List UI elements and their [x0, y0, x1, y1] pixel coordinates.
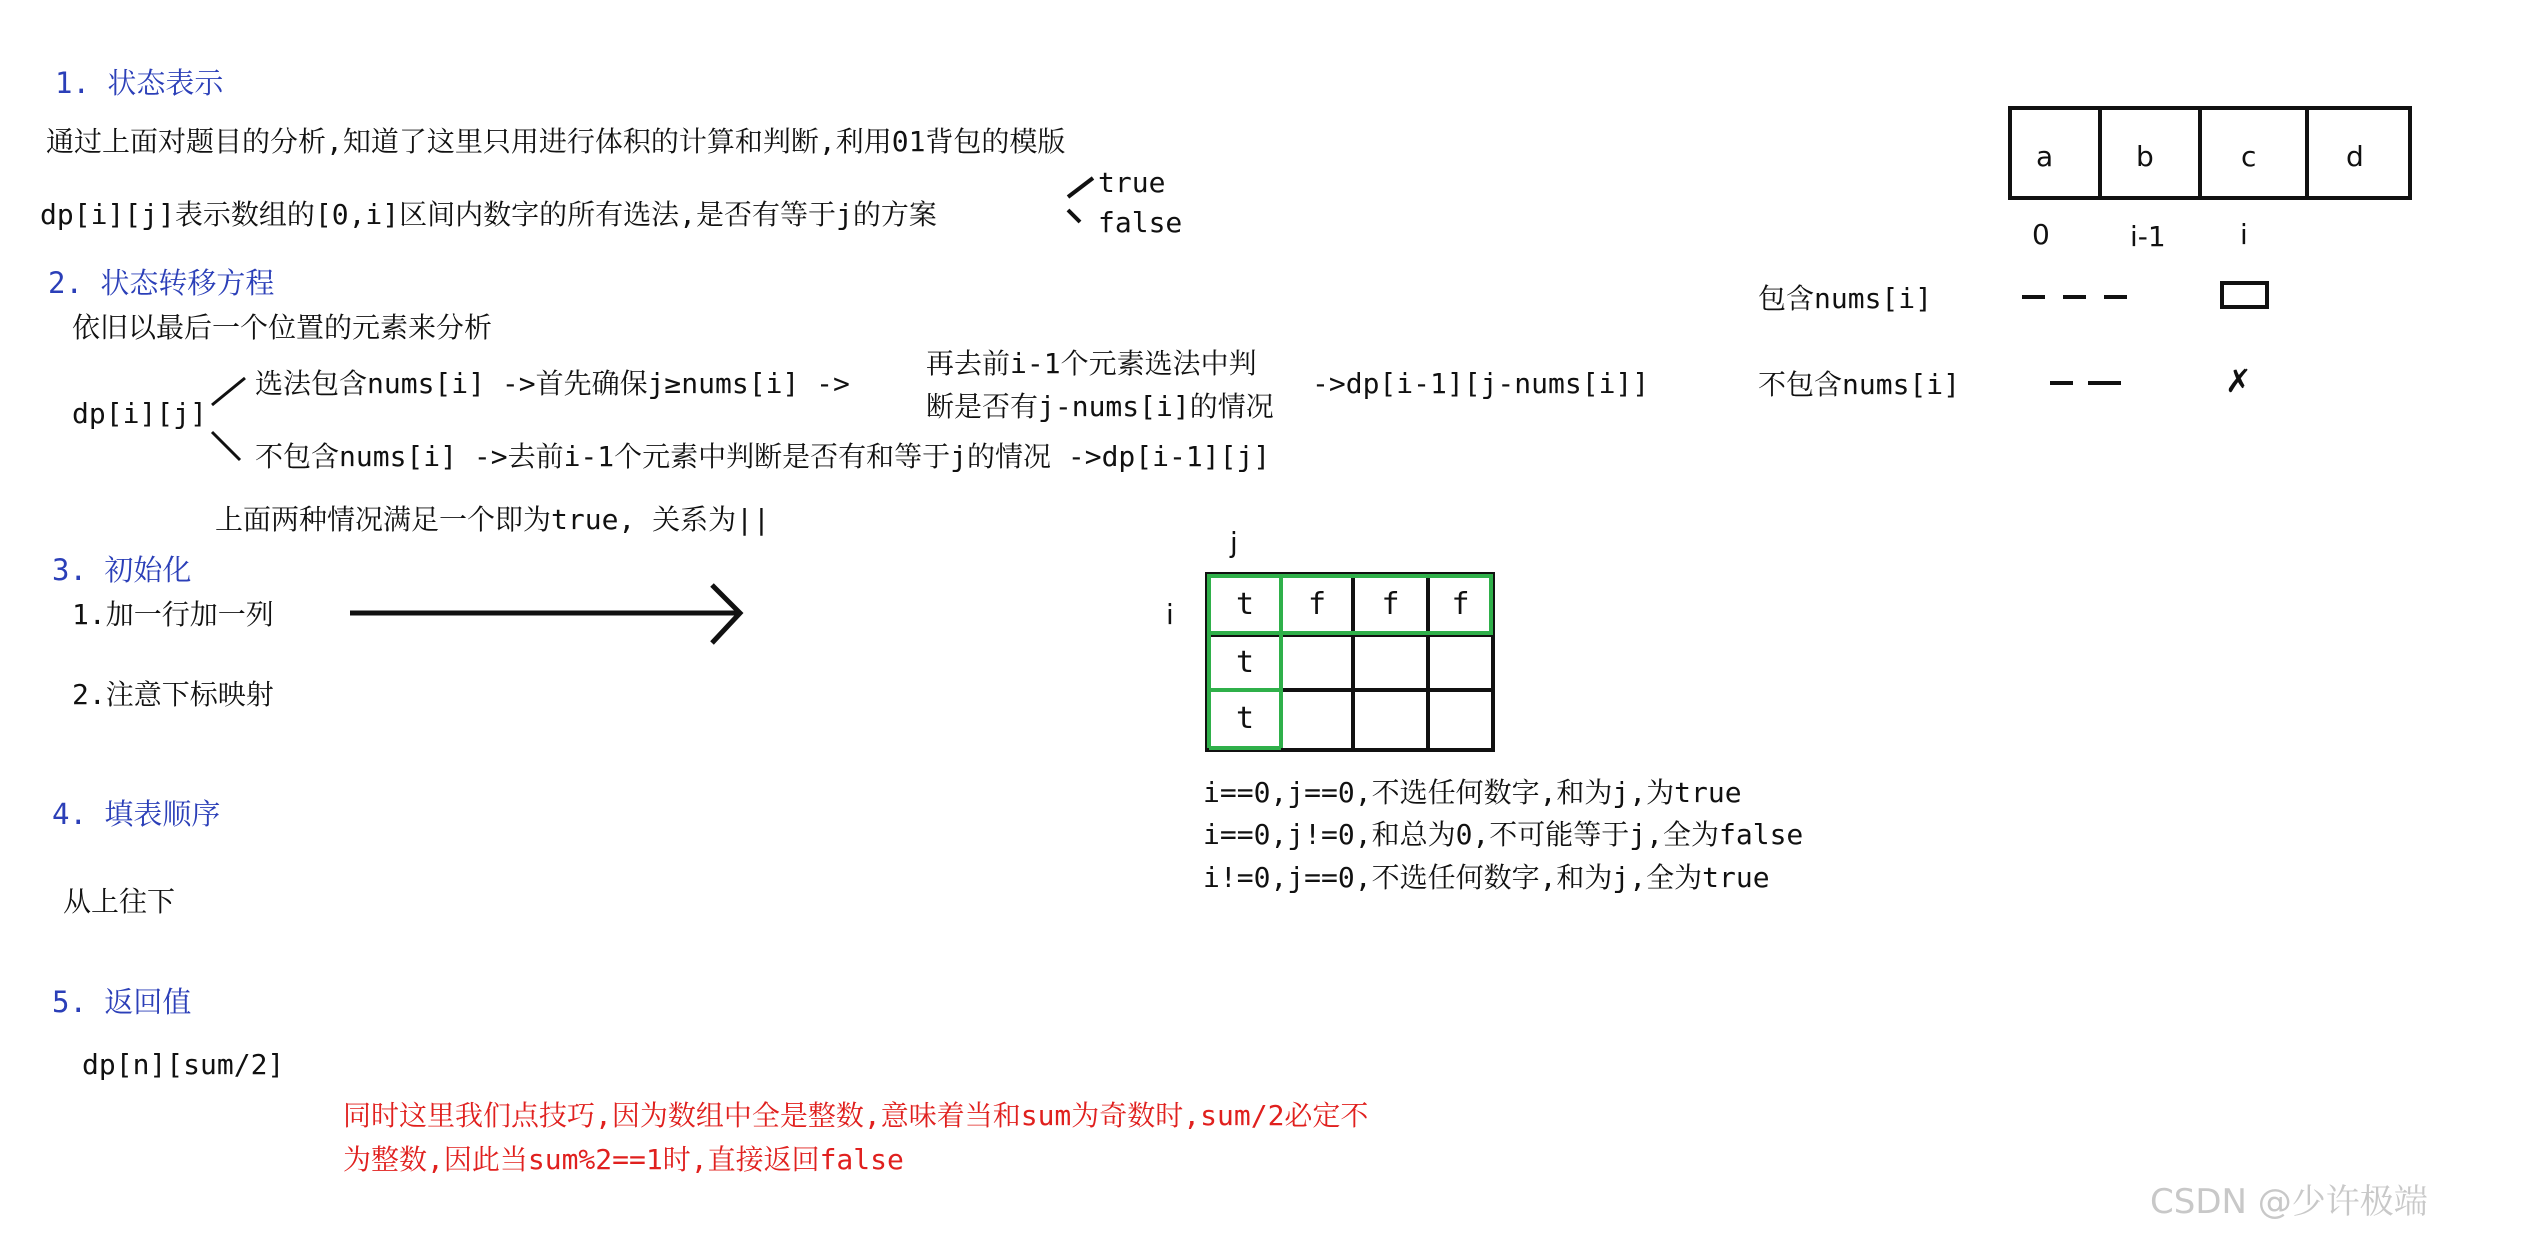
branch-include-detail-2: 断是否有j-nums[i]的情况	[926, 390, 1274, 423]
section-2-heading: 2. 状态转移方程	[48, 266, 275, 300]
init-note-2: i==0,j!=0,和总为0,不可能等于j,全为false	[1203, 818, 1804, 851]
array-cell-d: d	[2346, 140, 2364, 173]
array-cell-c: c	[2241, 140, 2257, 173]
option-false: false	[1098, 206, 1183, 239]
branch-include-detail-1: 再去前i-1个元素选法中判	[926, 347, 1257, 380]
watermark: CSDN @少许极端	[2150, 1182, 2428, 1222]
transition-conclusion: 上面两种情况满足一个即为true, 关系为||	[215, 503, 770, 536]
section-3-heading: 3. 初始化	[52, 553, 192, 587]
array-index-i-1: i-1	[2130, 220, 2166, 253]
dp-cell-0-3: f	[1451, 587, 1470, 622]
array-cell-a: a	[2036, 140, 2054, 173]
section-4-heading: 4. 填表顺序	[52, 797, 221, 831]
dp-state-label: dp[i][j]	[72, 397, 207, 430]
exclude-cross-mark: ✗	[2225, 362, 2252, 400]
branch-include-result: ->dp[i-1][j-nums[i]]	[1312, 367, 1650, 400]
fill-order-text: 从上往下	[63, 885, 176, 918]
transition-intro: 依旧以最后一个位置的元素来分析	[72, 311, 493, 344]
table-j-label: j	[1230, 526, 1238, 559]
array-index-0: 0	[2032, 218, 2050, 251]
state-definition-text: dp[i][j]表示数组的[0,i]区间内数字的所有选法,是否有等于j的方案	[40, 198, 937, 231]
dp-cell-2-0: t	[1235, 701, 1255, 736]
init-note-3: i!=0,j==0,不选任何数字,和为j,全为true	[1203, 861, 1770, 894]
dp-cell-0-0: t	[1235, 587, 1255, 622]
table-i-label: i	[1166, 598, 1174, 631]
array-index-i: i	[2240, 218, 2248, 251]
exclude-nums-label: 不包含nums[i]	[1758, 368, 1961, 401]
tip-note-line-2: 为整数,因此当sum%2==1时,直接返回false	[343, 1143, 904, 1176]
branch-include: 选法包含nums[i] ->首先确保j≥nums[i] ->	[255, 367, 850, 400]
tip-note-line-1: 同时这里我们点技巧,因为数组中全是整数,意味着当和sum为奇数时,sum/2必定不	[343, 1099, 1369, 1132]
section-5-heading: 5. 返回值	[52, 985, 192, 1019]
array-cell-b: b	[2136, 140, 2154, 173]
branch-exclude: 不包含nums[i] ->去前i-1个元素中判断是否有和等于j的情况 ->dp[i-1][j]	[255, 440, 1271, 473]
state-analysis-text: 通过上面对题目的分析,知道了这里只用进行体积的计算和判断,利用01背包的模版	[46, 125, 1066, 158]
init-step-2: 2.注意下标映射	[72, 678, 274, 711]
dp-cell-1-0: t	[1235, 645, 1255, 680]
include-nums-label: 包含nums[i]	[1758, 282, 1933, 315]
option-true: true	[1098, 166, 1166, 199]
init-step-1: 1.加一行加一列	[72, 598, 274, 631]
section-1-heading: 1. 状态表示	[55, 66, 224, 100]
dp-cell-0-1: f	[1307, 587, 1327, 622]
dp-cell-0-2: f	[1381, 587, 1400, 622]
init-note-1: i==0,j==0,不选任何数字,和为j,为true	[1203, 776, 1742, 809]
return-value: dp[n][sum/2]	[82, 1048, 285, 1081]
